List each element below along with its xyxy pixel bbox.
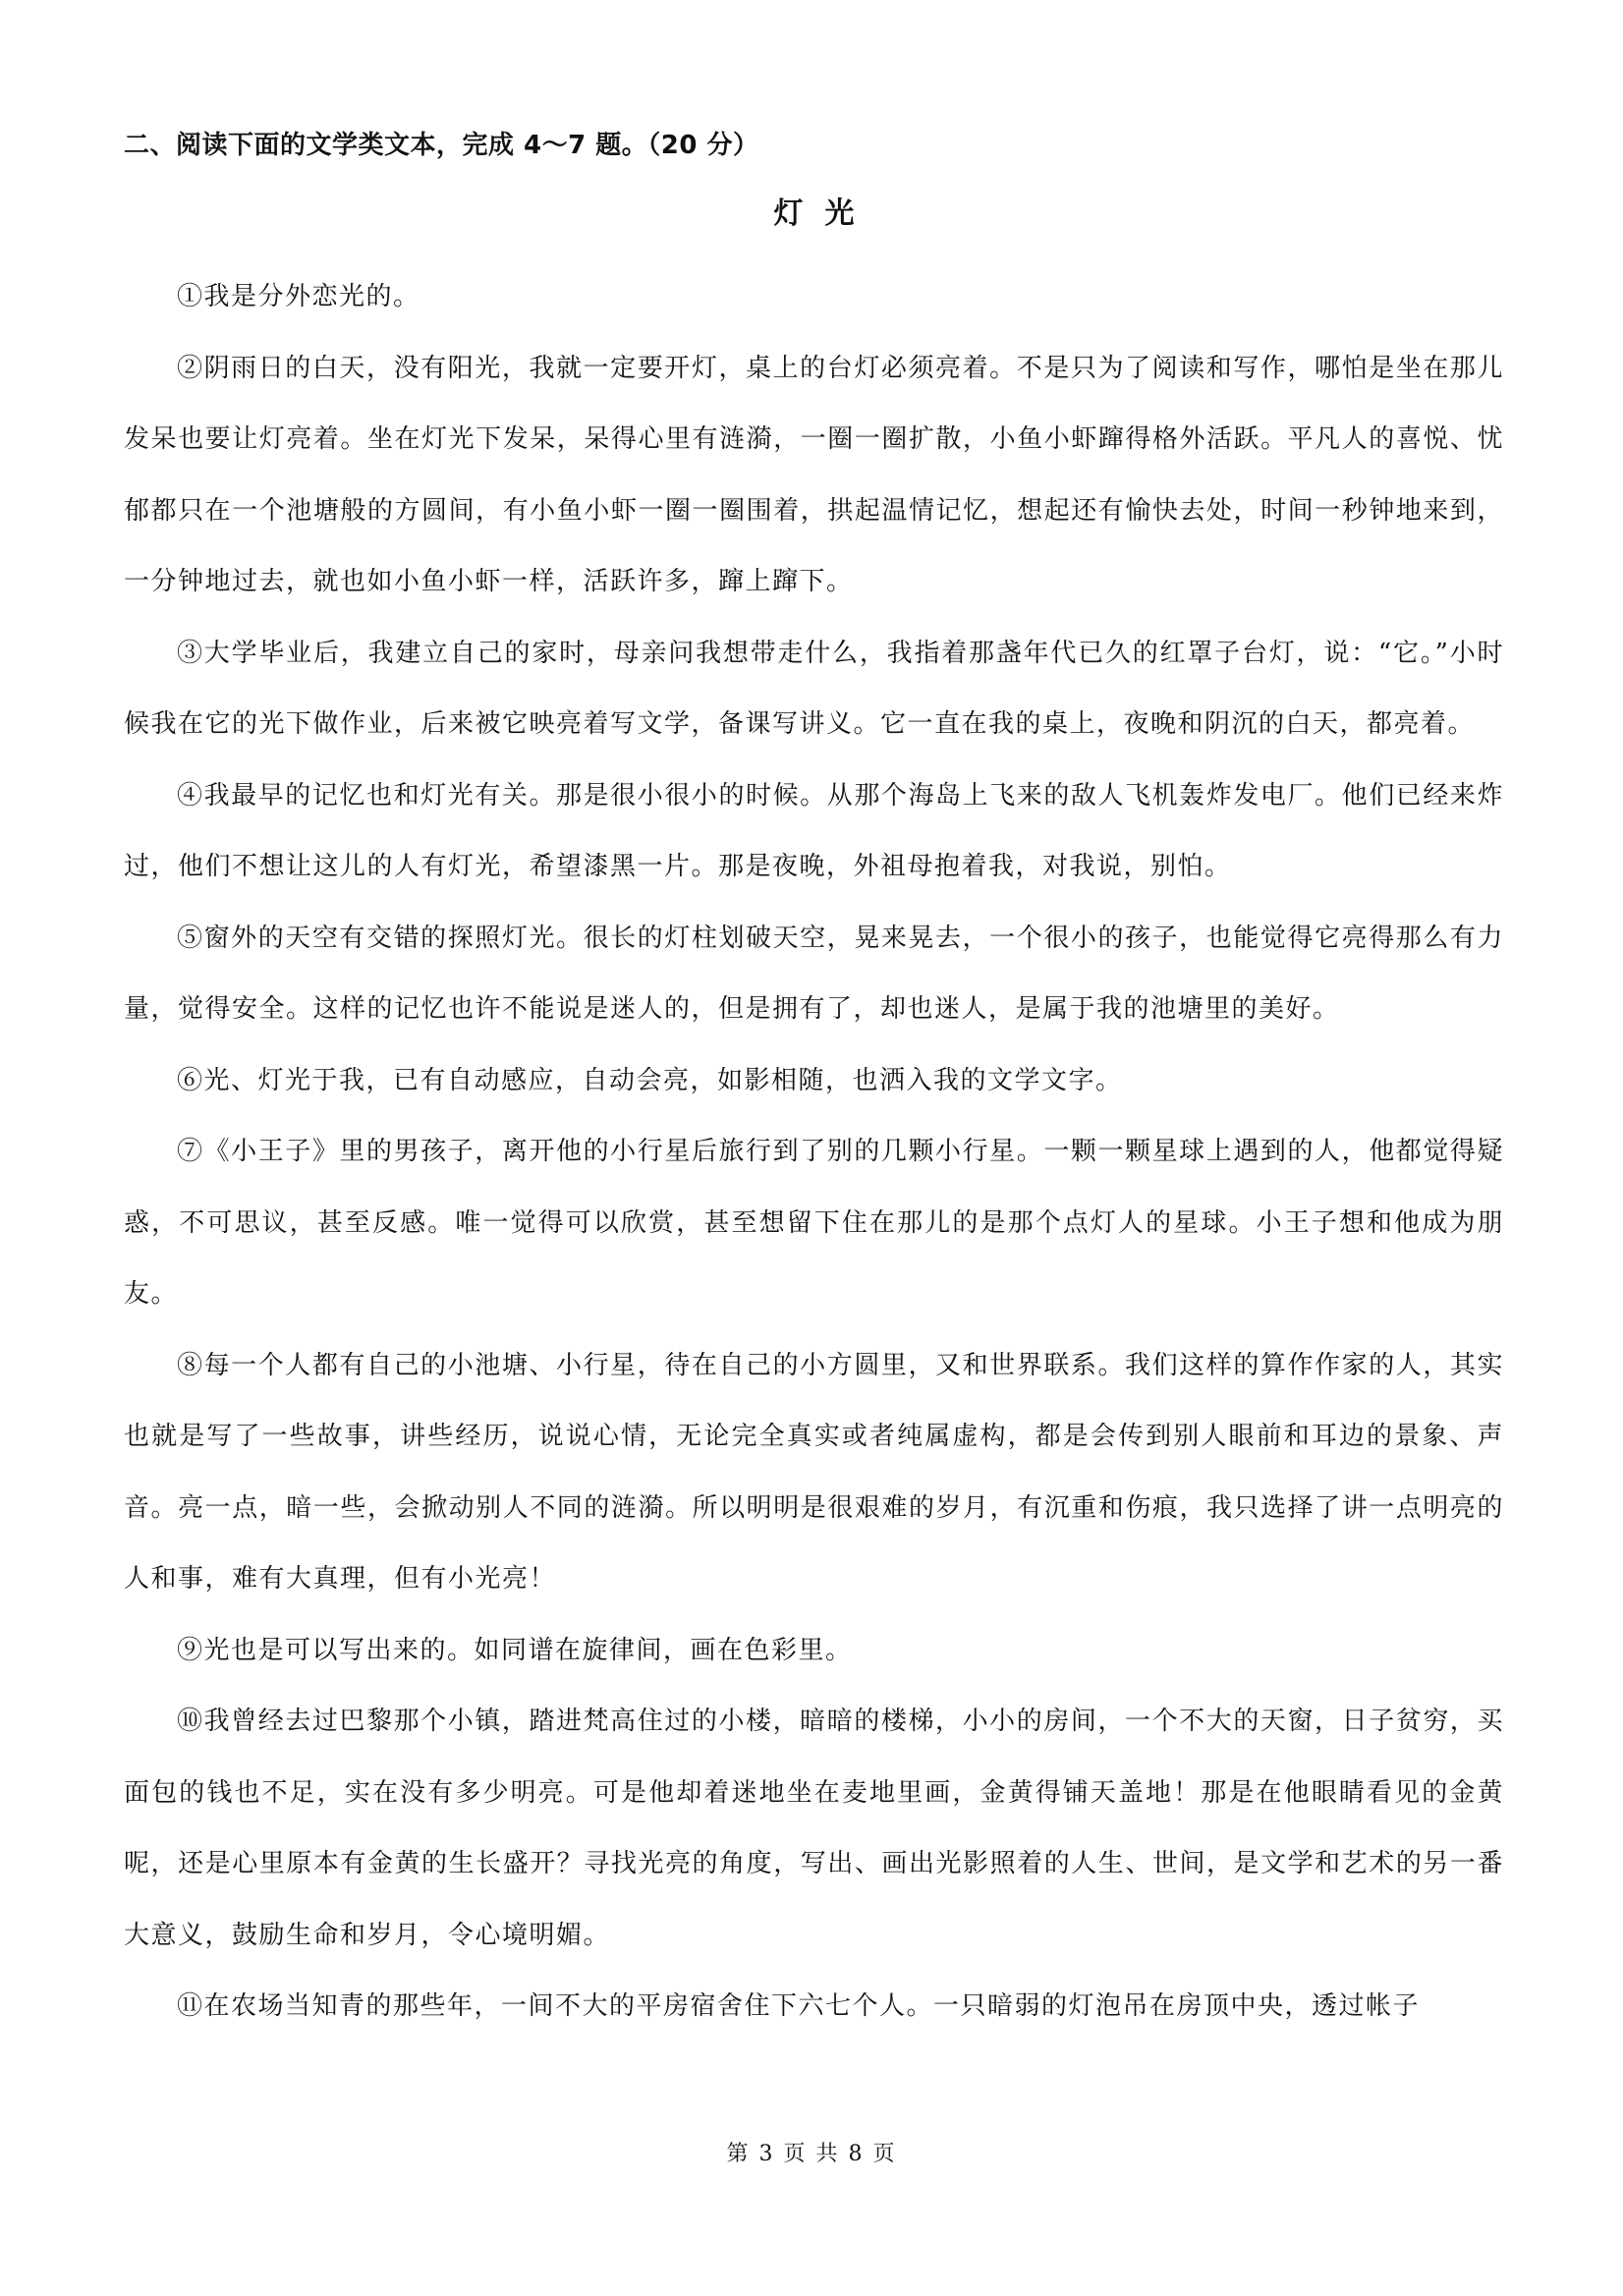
page-content	[124, 126, 1504, 2043]
paragraph-11: ⑪在农场当知青的那些年，一间不大的平房宿舍住下六七个人。一只暗弱的灯泡吊在房顶中央，透过帐子	[177, 1991, 1421, 2021]
essay-title: 灯光	[773, 196, 876, 231]
paragraph-8: ⑧每一个人都有自己的小池塘、小行星，待在自己的小方圆里，又和世界联系。我们这样的算作作家的人，其实也就是写了一些故事，讲些经历，说说心情，无论完全真实或者纯属虚构，都是会传到别人眼前和耳边的景象、声音。亮一点，暗一些，会掀动别人不同的涟漪。所以明明是很艰难的岁月，有沉重和伤痕，我只选择了讲一点明亮的人和事，难有大真理，但有小光亮！	[124, 1350, 1504, 1594]
paragraph-4: ④我最早的记忆也和灯光有关。那是很小很小的时候。从那个海岛上飞来的敌人飞机轰炸发电厂。他们已经来炸过，他们不想让这儿的人有灯光，希望漆黑一片。那是夜晚，外祖母抱着我，对我说，别怕。	[124, 780, 1504, 881]
paragraph-7: ⑦《小王子》里的男孩子，离开他的小行星后旅行到了别的几颗小行星。一颗一颗星球上遇到的人，他都觉得疑惑，不可思议，甚至反感。唯一觉得可以欣赏，甚至想留下住在那儿的是那个点灯人的星球。小王子想和他成为朋友。	[124, 1137, 1504, 1309]
paragraph-9: ⑨光也是可以写出来的。如同谱在旋律间，画在色彩里。	[177, 1635, 853, 1665]
paragraph-1: ①我是分外恋光的。	[177, 282, 420, 311]
paragraph-6: ⑥光、灯光于我，已有自动感应，自动会亮，如影相随，也洒入我的文学文字。	[177, 1065, 1123, 1095]
paragraph-2: ②阴雨日的白天，没有阳光，我就一定要开灯，桌上的台灯必须亮着。不是只为了阅读和写作，哪怕是坐在那儿发呆也要让灯亮着。坐在灯光下发呆，呆得心里有涟漪，一圈一圈扩散，小鱼小虾蹿得格外活跃。平凡人的喜悦、忧郁都只在一个池塘般的方圆间，有小鱼小虾一圈一圈围着，拱起温情记忆，想起还有愉快去处，时间一秒钟地来到，一分钟地过去，就也如小鱼小虾一样，活跃许多，蹿上蹿下。	[124, 353, 1504, 596]
paragraph-10: ⑩我曾经去过巴黎那个小镇，踏进梵高住过的小楼，暗暗的楼梯，小小的房间，一个不大的天窗，日子贫穷，买面包的钱也不足，实在没有多少明亮。可是他却着迷地坐在麦地里画，金黄得铺天盖地！那是在他眼睛看见的金黄呢，还是心里原本有金黄的生长盛开？寻找光亮的角度，写出、画出光影照着的人生、世间，是文学和艺术的另一番大意义，鼓励生命和岁月，令心境明媚。	[124, 1707, 1504, 1950]
page-footer: 第 3 页 共 8 页	[726, 2142, 897, 2166]
paragraph-3: ③大学毕业后，我建立自己的家时，母亲问我想带走什么，我指着那盏年代已久的红罩子台灯，说：“它。”小时候我在它的光下做作业，后来被它映亮着写文学，备课写讲义。它一直在我的桌上，夜晚和阴沉的白天，都亮着。	[124, 638, 1504, 739]
section-heading: 二、阅读下面的文学类文本，完成 4～7 题。（20 分）	[124, 131, 759, 160]
paragraph-5: ⑤窗外的天空有交错的探照灯光。很长的灯柱划破天空，晃来晃去，一个很小的孩子，也能觉得它亮得那么有力量，觉得安全。这样的记忆也许不能说是迷人的，但是拥有了，却也迷人，是属于我的池塘里的美好。	[124, 923, 1504, 1024]
